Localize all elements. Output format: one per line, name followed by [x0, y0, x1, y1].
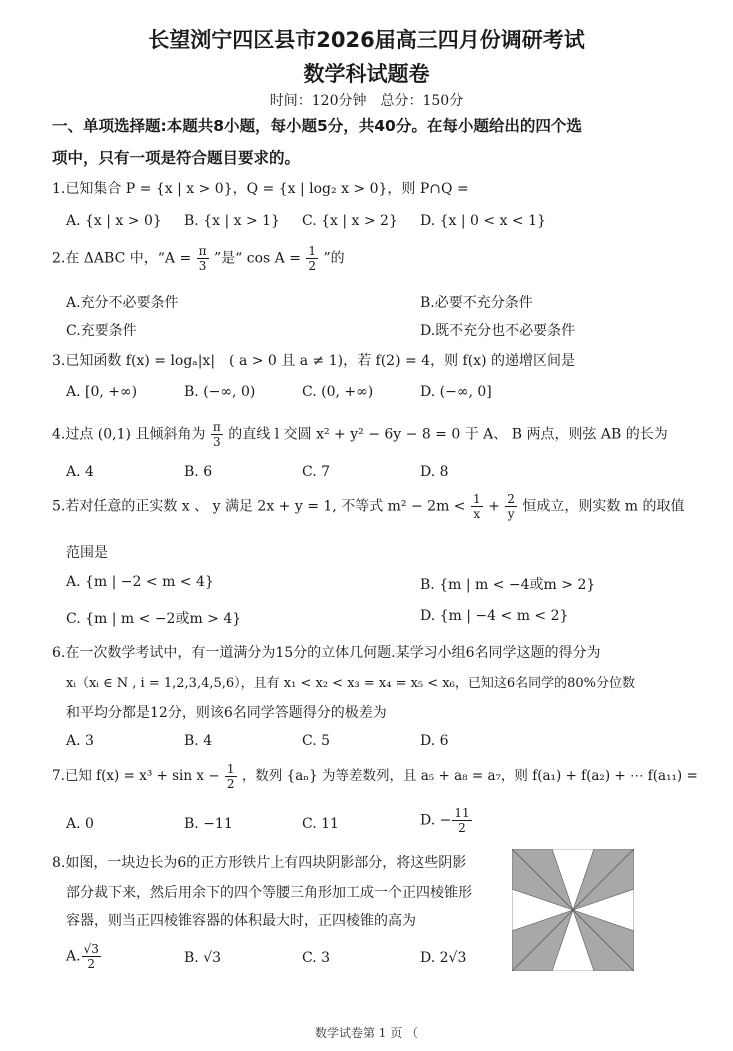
fraction-one-half — [225, 762, 237, 791]
question-2-stem-c: ”的 — [323, 250, 345, 267]
question-4-option-c: C. 7 — [302, 464, 331, 480]
fraction-numerator: 1 — [308, 244, 317, 258]
question-5-option-a: A. {m | −2 < m < 4} — [66, 574, 214, 590]
question-8-option-b: B. √3 — [184, 950, 222, 966]
question-6-stem-line2: xᵢ（xᵢ ∈ N , i = 1,2,3,4,5,6），且有 x₁ < x₂ < x₃ = x₄ = x₅ < x₆，已知这6名同学的80%分位数 — [66, 676, 635, 691]
question-4-option-d: D. 8 — [420, 464, 449, 480]
fraction-denominator: 2 — [87, 957, 96, 971]
question-1-option-c: C. {x | x > 2} — [302, 213, 398, 229]
question-5-stem-line2: 范围是 — [66, 545, 108, 561]
exam-title-line2: 数学科试题卷 — [303, 62, 430, 86]
question-7-stem-b: ，数列 {aₙ} 为等差数列，且 a₅ + a₈ = a₇，则 f(a₁) + f(a₂) + ⋯ f(a₁₁) = — [241, 768, 698, 784]
question-6-stem-line1: 6.在一次数学考试中，有一道满分为15分的立体几何题.某学习小组6名同学这题的得分为 — [52, 645, 601, 661]
fraction-numerator: 1 — [226, 762, 235, 776]
question-1-option-d: D. {x | 0 < x < 1} — [420, 213, 546, 229]
square-sheet-figure — [512, 849, 634, 971]
question-8-option-c: C. 3 — [302, 950, 331, 966]
question-4-stem — [52, 420, 668, 449]
question-4-stem-b: 的直线 l 交圆 x² + y² − 6y − 8 = 0 于 A、 B 两点，则弦 AB 的长为 — [228, 426, 668, 443]
question-8-stem-line1: 8.如图，一块边长为6的正方形铁片上有四块阴影部分，将这些阴影 — [52, 855, 467, 871]
fraction-numerator: 11 — [454, 806, 470, 820]
fraction-numerator: π — [212, 420, 221, 434]
fraction-denominator: x — [473, 507, 481, 521]
fraction-sqrt3-over-2 — [82, 942, 101, 971]
question-5-option-b: B. {m | m < −4或m > 2} — [420, 577, 596, 593]
fraction-eleven-halves — [452, 806, 471, 835]
question-7-stem — [52, 762, 698, 791]
question-2-option-b: B.必要不充分条件 — [420, 295, 533, 311]
question-8-stem-line3: 容器，则当正四棱锥容器的体积最大时，正四棱锥的高为 — [66, 913, 416, 929]
question-6-option-b: B. 4 — [184, 733, 213, 749]
question-5-option-c: C. {m | m < −2或m > 4} — [66, 611, 242, 627]
question-5-stem — [52, 492, 685, 521]
fraction-numerator: √3 — [83, 942, 99, 956]
question-7-option-a: A. 0 — [66, 816, 94, 832]
question-3-option-a: A. [0, +∞) — [66, 384, 138, 400]
section-heading-line2: 项中，只有一项是符合题目要求的。 — [52, 149, 301, 167]
question-1-option-a: A. {x | x > 0} — [66, 213, 162, 229]
question-2-stem — [52, 244, 345, 273]
question-4-option-b: B. 6 — [184, 464, 213, 480]
fraction-pi-over-3 — [211, 420, 223, 449]
question-5-stem-b: 恒成立，则实数 m 的取值 — [522, 498, 685, 515]
question-4-option-a: A. 4 — [66, 464, 94, 480]
section-heading-line1: 一、单项选择题:本题共8小题，每小题5分，共40分。在每小题给出的四个选 — [52, 117, 582, 135]
question-3-option-b: B. (−∞, 0) — [184, 384, 256, 400]
question-1-stem: 1.已知集合 P = {x | x > 0}，Q = {x | log₂ x > 0}，则 P∩Q = — [52, 181, 469, 197]
plus-sign: + — [488, 498, 500, 515]
exam-time-score: 时间：120分钟 总分：150分 — [269, 93, 464, 109]
question-6-option-d: D. 6 — [420, 733, 449, 749]
question-2-stem-a: 2.在 ΔABC 中，“A = — [52, 250, 192, 267]
fraction-denominator: y — [507, 507, 515, 521]
fraction-denominator: 3 — [213, 435, 221, 449]
question-7-option-d — [420, 806, 473, 835]
fraction-one-half — [306, 244, 318, 273]
fraction-denominator: 2 — [226, 777, 235, 791]
question-2-option-c: C.充要条件 — [66, 323, 137, 339]
question-2-option-a: A.充分不必要条件 — [66, 295, 179, 311]
question-3-option-c: C. (0, +∞) — [302, 384, 374, 400]
fraction-two-over-y — [505, 492, 517, 521]
question-7-stem-a: 7.已知 f(x) = x³ + sin x − — [52, 768, 220, 784]
question-8-option-a — [66, 942, 102, 971]
question-3-stem: 3.已知函数 f(x) = logₐ|x| ( a > 0 且 a ≠ 1)，若 f(2) = 4，则 f(x) 的递增区间是 — [52, 353, 575, 369]
fraction-denominator: 2 — [458, 821, 466, 835]
fraction-numerator: 2 — [507, 492, 515, 506]
exam-title-line1: 长望浏宁四区县市2026届高三四月份调研考试 — [148, 28, 585, 52]
fraction-numerator: 1 — [472, 492, 481, 506]
question-7-option-c: C. 11 — [302, 816, 339, 832]
question-8-stem-line2: 部分裁下来，然后用余下的四个等腰三角形加工成一个正四棱锥形 — [66, 885, 472, 901]
fraction-pi-over-3 — [197, 244, 209, 273]
fraction-denominator: 3 — [198, 259, 207, 273]
question-5-stem-a: 5.若对任意的正实数 x 、 y 满足 2x + y = 1, 不等式 m² − 2m < — [52, 498, 466, 515]
question-2-option-d: D.既不充分也不必要条件 — [420, 323, 576, 339]
question-2-stem-b: ”是“ cos A = — [213, 250, 301, 267]
question-4-stem-a: 4.过点 (0,1) 且倾斜角为 — [52, 426, 206, 443]
question-6-option-c: C. 5 — [302, 733, 331, 749]
question-1-option-b: B. {x | x > 1} — [184, 213, 280, 229]
question-3-option-d: D. (−∞, 0] — [420, 384, 492, 400]
option-a-prefix: A. — [66, 948, 81, 965]
question-8-option-d: D. 2√3 — [420, 950, 467, 966]
fraction-denominator: 2 — [308, 259, 317, 273]
page-footer: 数学试卷第 1 页 （ — [314, 1026, 419, 1040]
question-6-option-a: A. 3 — [66, 733, 94, 749]
question-7-option-b: B. −11 — [184, 816, 233, 832]
question-5-option-d: D. {m | −4 < m < 2} — [420, 608, 569, 624]
question-6-stem-line3: 和平均分都是12分，则该6名同学答题得分的极差为 — [66, 705, 387, 721]
fraction-numerator: π — [198, 244, 207, 258]
option-d-prefix: D. − — [420, 812, 452, 829]
fraction-one-over-x — [471, 492, 483, 521]
